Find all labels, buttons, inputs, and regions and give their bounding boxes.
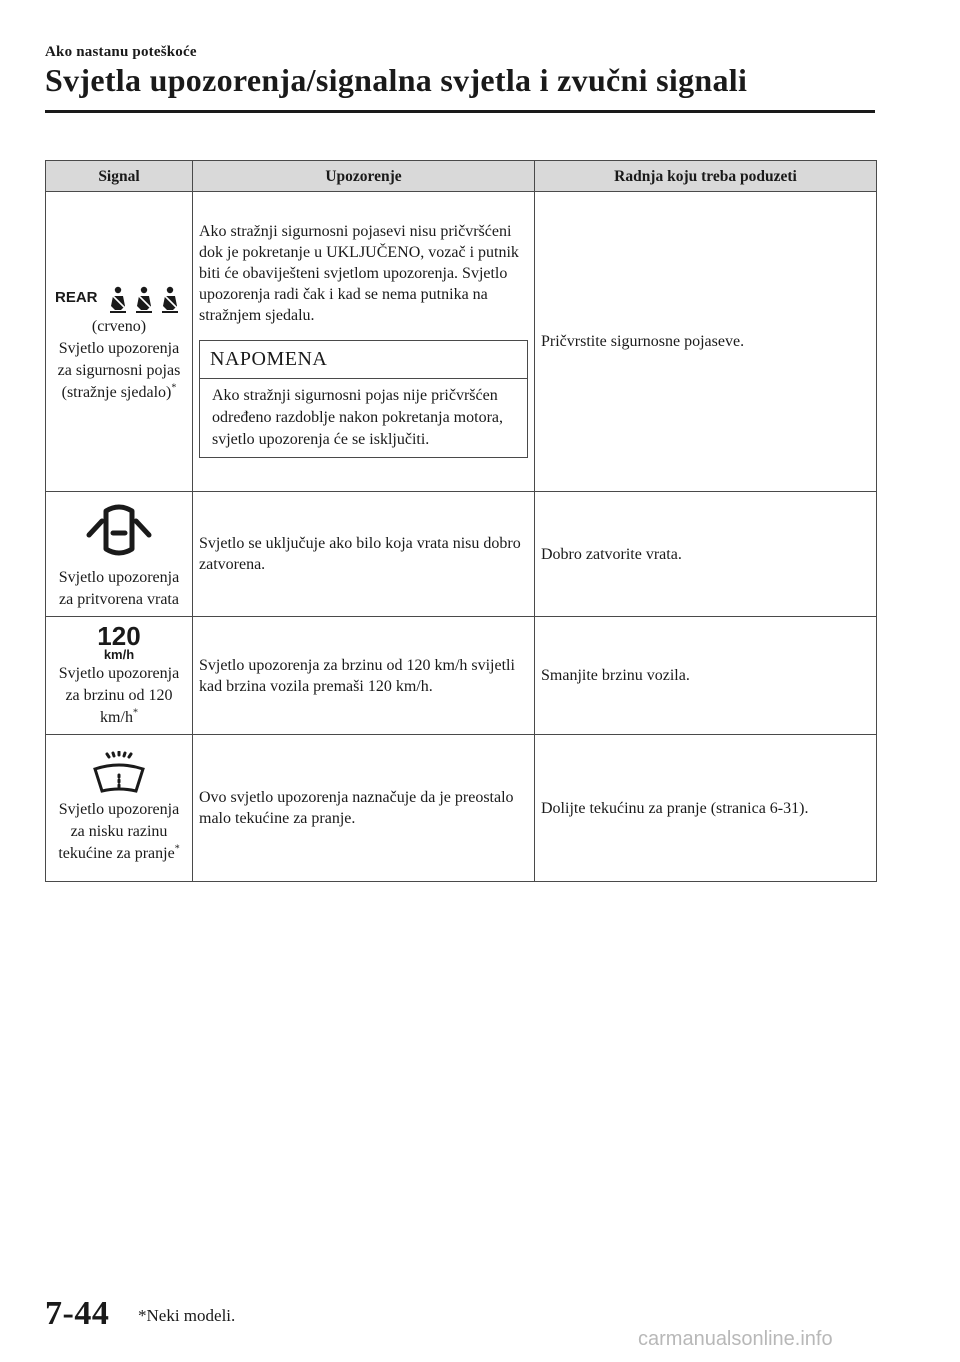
warning-cell: Ovo svjetlo upozorenja naznačuje da je preostalo malo tekućine za pranje. <box>193 735 535 882</box>
signal-cell <box>46 192 193 492</box>
table-row <box>46 492 877 617</box>
signal-caption: Svjetlo upozorenja za brzinu od 120 km/h* <box>58 664 180 726</box>
page-number: 7-44 <box>45 1295 110 1332</box>
icon-color-caption: (crveno) <box>91 317 147 335</box>
speed-icon-unit: km/h <box>103 646 135 661</box>
watermark: carmanualsonline.info <box>638 1328 833 1350</box>
section-label: Ako nastanu poteškoće <box>45 44 197 60</box>
table-row <box>46 617 877 735</box>
column-header-signal: Signal <box>46 161 193 192</box>
table-row <box>46 735 877 882</box>
door-ajar-warning-icon <box>81 497 157 565</box>
warning-lights-table <box>45 160 877 882</box>
footnote-mark: * <box>174 843 180 855</box>
warning-cell <box>193 192 535 492</box>
warning-text: Ako stražnji sigurnosni pojasevi nisu pričvršćeni dok je pokretanje u UKLJUČENO, vozač i putnik biti će obaviješteni svjetlom upozorenja. Svjetlo upozorenja radi čak i kad se nema putnika na stražnjem sjedalu. <box>199 223 519 324</box>
speed-120-warning-icon <box>89 623 149 661</box>
column-header-warning: Upozorenje <box>193 161 535 192</box>
washer-fluid-warning-icon <box>87 751 151 797</box>
action-cell: Smanjite brzinu vozila. <box>535 617 877 735</box>
column-header-action: Radnja koju treba poduzeti <box>535 161 877 192</box>
note-text: Ako stražnji sigurnosni pojas nije pričvršćen određeno razdoblje nakon pokretanja motora, svjetlo upozorenja će se isključiti. <box>212 387 503 448</box>
warning-cell: Svjetlo upozorenja za brzinu od 120 km/h svijetli kad brzina vozila premaši 120 km/h. <box>193 617 535 735</box>
table-row <box>46 192 877 492</box>
action-cell: Dolijte tekućinu za pranje (stranica 6-31). <box>535 735 877 882</box>
warning-cell: Svjetlo se uključuje ako bilo koja vrata nisu dobro zatvorena. <box>193 492 535 617</box>
footnote-mark: * <box>132 707 138 719</box>
page-title: Svjetla upozorenja/signalna svjetla i zvučni signali <box>45 62 748 98</box>
footnote-mark: * <box>171 382 177 394</box>
signal-cell <box>46 617 193 735</box>
note-heading: NAPOMENA <box>200 341 527 379</box>
action-cell: Pričvrstite sigurnosne pojaseve. <box>535 192 877 492</box>
table-header-row <box>46 161 877 192</box>
action-cell: Dobro zatvorite vrata. <box>535 492 877 617</box>
title-divider <box>45 110 875 113</box>
signal-cell <box>46 735 193 882</box>
signal-caption: Svjetlo upozorenja za pritvorena vrata <box>58 569 180 608</box>
speed-icon-number: 120 <box>97 622 141 651</box>
rear-seatbelt-warning-icon <box>55 280 183 314</box>
signal-caption: Svjetlo upozorenja za sigurnosni pojas (stražnje sjedalo)* <box>57 339 181 401</box>
signal-caption: Svjetlo upozorenja za nisku razinu tekućine za pranje* <box>58 801 180 862</box>
note-box <box>199 340 528 458</box>
footnote: *Neki modeli. <box>138 1306 236 1325</box>
signal-cell <box>46 492 193 617</box>
rear-icon-text: REAR <box>55 288 98 306</box>
